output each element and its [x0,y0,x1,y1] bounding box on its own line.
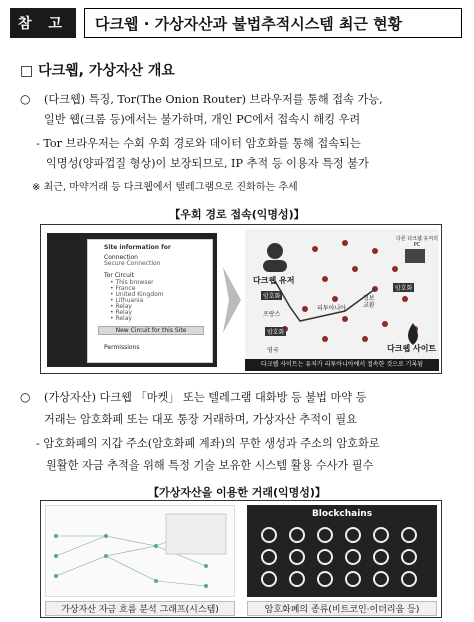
coin-logo-icon [401,571,417,587]
coin-logo-icon [345,549,361,565]
tor-node-row: • This browser [110,279,154,286]
permissions-label: Permissions [104,344,140,351]
fund-flow-caption: 가상자산 자금 흐름 분석 그래프(시스템) [45,601,235,616]
blockchains-panel [247,505,437,597]
p2-sub-line1: - 암호화폐의 지갑 주소(암호화폐 계좌)의 무한 생성과 주소의 암호화로 [36,437,380,450]
p1-sub-line1: - Tor 브라우저는 수회 우회 경로와 데이터 암호화를 통해 접속되는 [36,137,361,150]
coin-logo-icon [373,527,389,543]
coin-logo-icon [345,571,361,587]
encryption-tag-1: 암호화 [263,293,281,300]
p2-line2: 거래는 암호화폐 또는 대포 통장 거래하며, 가상자산 추적이 필요 [44,413,357,426]
tor-node-row: • United Kingdom [110,291,164,298]
diagram-footer: 다크웹 사이트는 유저가 리투아니아에서 접속한 것으로 기록됨 [245,359,439,371]
bullet-circle-2: ○ [20,390,31,404]
encryption-tag-3: 암호화 [395,285,413,292]
tor-circuit-nodes [110,280,164,322]
fig2-caption: 【가상자산을 이용한 거래(익명성)】 [148,486,326,499]
other-user-pc-label: 다른 다크웹 유저의 PC [396,236,438,248]
coin-types-caption: 암호화폐의 종류(비트코인·이더리움 등) [247,601,437,616]
coin-logo-icon [289,527,305,543]
coin-logo-icon [317,571,333,587]
coin-logo-icon [261,571,277,587]
coin-logo-icon [401,549,417,565]
header-tag: 참 고 [10,8,76,38]
coin-logo-icon [261,549,277,565]
onion-icon [408,323,418,345]
lithuania-label: 리투아니아 [317,305,346,312]
tor-node-row: • Relay [110,303,132,310]
fig1-frame [40,224,442,374]
p2-line1: (가상자산) 다크웹 「마켓」 또는 텔레그램 대화방 등 불법 마약 등 [44,391,367,404]
chevron-right-icon [221,265,243,335]
tor-diagram [245,229,439,371]
coin-logo-icon [345,527,361,543]
tor-node-row: • France [110,285,136,292]
tor-browser-screenshot [47,233,217,367]
fund-flow-graph [45,505,235,597]
p1-line1: (다크웹) 특징, Tor(The Onion Router) 브라우저를 통해 접속 가능, [44,93,383,106]
connection-label: Connection [104,254,138,261]
new-circuit-button[interactable] [98,326,204,335]
user-icon [267,243,283,259]
tor-site-info-panel [87,239,213,363]
info-exchange-label: 정보 교환 [363,295,375,309]
encryption-tag-2: 암호화 [267,329,285,336]
coin-logo-icon [261,527,277,543]
dark-web-user-label: 다크웹 유저 [253,276,295,285]
tor-node-row: • Relay [110,315,132,322]
coin-logo-icon [317,527,333,543]
fund-flow-graph-graphic [46,506,236,598]
coin-logo-icon [289,549,305,565]
p2-sub-line2: 원활한 자금 추적을 위해 특정 기술 보유한 시스템 활용 수사가 필수 [46,459,374,472]
p1-note: ※ 최근, 마약거래 등 다크웹에서 텔레그램으로 진화하는 추세 [32,182,298,193]
dark-web-site-label: 다크웹 사이트 [387,344,437,353]
coin-grid [257,525,427,595]
new-circuit-label: New Circuit for this Site [115,327,187,334]
bullet-circle: ○ [20,92,31,106]
p1-sub-line2: 익명성(양파껍질 형상)이 보장되므로, IP 추적 등 이용자 특정 불가 [46,157,369,170]
coin-logo-icon [289,571,305,587]
blockchains-title: Blockchains [311,509,373,519]
coin-logo-icon [373,571,389,587]
fig1-caption: 【우회 경로 접속(익명성)】 [169,208,305,221]
site-info-label: Site information for [104,244,171,251]
secure-connection-label: Secure Connection [104,260,161,267]
fig2-frame [40,500,442,618]
coin-logo-icon [401,527,417,543]
france-label: 프랑스 [263,311,281,318]
coin-logo-icon [317,549,333,565]
section-title: □ 다크웹, 가상자산 개요 [20,63,175,79]
tor-node-row: • Relay [110,309,132,316]
computer-icon [405,249,425,263]
uk-label: 영국 [267,347,279,354]
coin-logo-icon [373,549,389,565]
tor-node-row: • Lithuania [110,297,144,304]
page-title: 다크웹 · 가상자산과 불법추적시스템 최근 현황 [84,8,462,38]
p1-line2: 일반 웹(크롬 등)에서는 불가하며, 개인 PC에서 접속시 해킹 우려 [44,113,361,126]
tor-circuit-label: Tor Circuit [104,272,135,279]
